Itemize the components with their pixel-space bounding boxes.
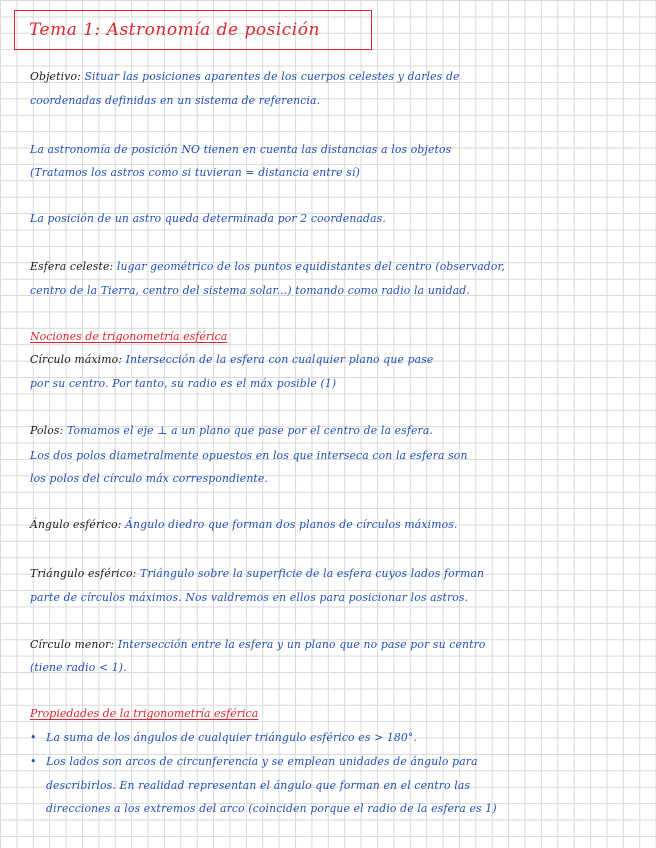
astronomia-line-2: (Tratamos los astros como si tuvieran = distancia entre sí) [30,166,360,179]
angulo-text-1: Ángulo diedro que forman dos planos de círculos máximos. [125,518,458,531]
polos-line-2: Los dos polos diametralmente opuestos en los que interseca con la esfera son [30,449,468,462]
page-title: Tema 1: Astronomía de posición [29,20,320,40]
posicion-line: La posición de un astro queda determinada por 2 coordenadas. [30,212,386,225]
polos-line-3: los polos del círculo máx correspondiente. [30,472,269,485]
circulo-max-text-1: Intersección de la esfera con cualquier plano que pase [125,353,434,366]
triangulo-line-2: parte de círculos máximos. Nos valdremos en ellos para posicionar los astros. [30,591,469,604]
objetivo-line-1 [30,70,648,84]
objetivo-line-2: coordenadas definidas en un sistema de referencia. [30,94,321,107]
propiedad-2-line-2: describirlos. En realidad representan el ángulo que forman en el centro las [46,779,471,792]
angulo-line-1 [30,518,648,532]
esfera-line-1 [30,260,648,274]
propiedades-heading: Propiedades de la trigonometría esférica [30,707,259,720]
propiedad-2-text-1: Los lados son arcos de circunferencia y se emplean unidades de ángulo para [46,755,478,768]
propiedad-2-line-3: direcciones a los extremos del arco (coinciden porque el radio de la esfera es 1) [46,802,497,815]
triangulo-line-1 [30,567,648,581]
circulo-men-text-1: Intersección entre la esfera y un plano que no pase por su centro [117,638,486,651]
polos-text-1: Tomamos el eje ⊥ a un plano que pase por el centro de la esfera. [66,424,434,437]
circulo-max-term: Círculo máximo: [30,353,123,366]
esfera-line-2: centro de la Tierra, centro del sistema solar...) tomando como radio la unidad. [30,284,470,297]
angulo-term: Ángulo esférico: [30,518,122,531]
circulo-men-line-2: (tiene radio < 1). [30,661,127,674]
circulo-men-line-1 [30,638,648,652]
bullet-2: • [30,755,37,768]
triangulo-text-1: Triángulo sobre la superficie de la esfera cuyos lados forman [140,567,485,580]
polos-line-1 [30,424,648,438]
esfera-term: Esfera celeste: [30,260,114,273]
circulo-max-line-1 [30,353,648,367]
nociones-heading: Nociones de trigonometría esférica [30,330,228,343]
circulo-men-term: Círculo menor: [30,638,115,651]
propiedad-1-text: La suma de los ángulos de cualquier triángulo esférico es > 180°. [46,731,418,744]
objetivo-term: Objetivo: [30,70,81,83]
objetivo-text-1: Situar las posiciones aparentes de los cuerpos celestes y darles de [84,70,460,83]
propiedad-1 [30,731,648,745]
bullet-1: • [30,731,37,744]
triangulo-term: Triángulo esférico: [30,567,137,580]
polos-term: Polos: [30,424,64,437]
title-box [14,10,372,50]
esfera-text-1: lugar geométrico de los puntos equidistantes del centro (observador, [116,260,506,273]
astronomia-line-1: La astronomía de posición NO tienen en cuenta las distancias a los objetos [30,143,452,156]
propiedad-2-line-1 [30,755,648,769]
circulo-max-line-2: por su centro. Por tanto, su radio es el máx posible (1) [30,377,337,390]
